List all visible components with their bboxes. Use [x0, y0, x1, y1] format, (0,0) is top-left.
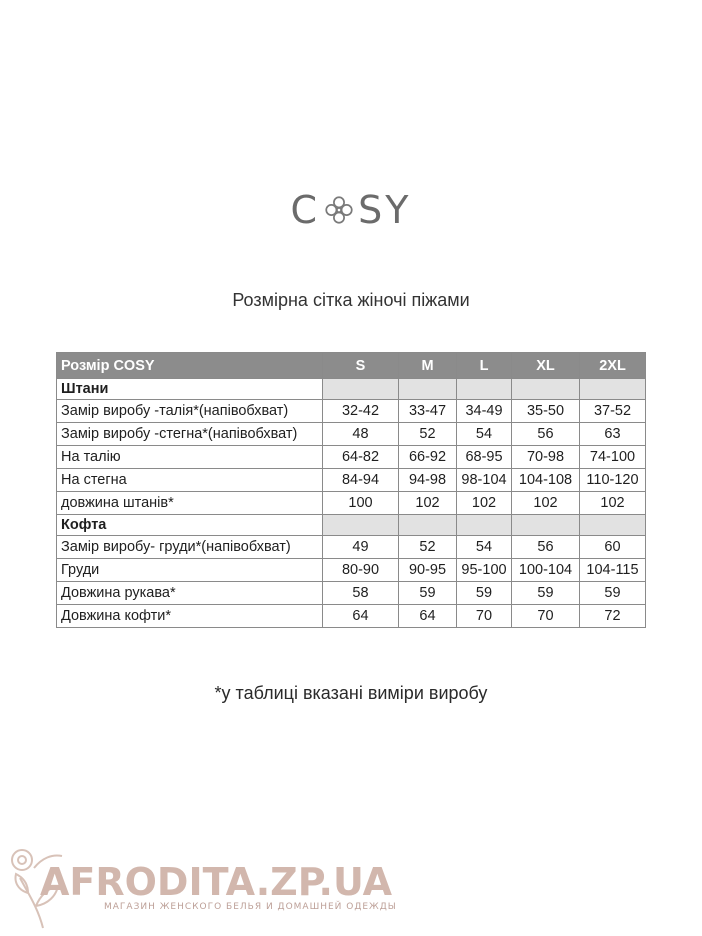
value-cell: 84-94 — [323, 469, 399, 492]
section-empty-cell — [457, 515, 512, 536]
size-chart-table — [56, 352, 646, 628]
table-row — [57, 423, 646, 446]
section-row — [57, 515, 646, 536]
table-header-row — [57, 353, 646, 379]
watermark-brand: AFRODITA.ZP.UA — [40, 860, 393, 904]
value-cell: 59 — [399, 582, 457, 605]
value-cell: 66-92 — [399, 446, 457, 469]
table-row — [57, 536, 646, 559]
value-cell: 34-49 — [457, 400, 512, 423]
table-row — [57, 400, 646, 423]
value-cell: 70 — [457, 605, 512, 628]
header-size-cell: 2XL — [580, 353, 646, 379]
section-title-cell: Штани — [57, 379, 323, 400]
row-label-cell: На талію — [57, 446, 323, 469]
value-cell: 52 — [399, 536, 457, 559]
header-size-cell: S — [323, 353, 399, 379]
value-cell: 59 — [512, 582, 580, 605]
value-cell: 102 — [512, 492, 580, 515]
value-cell: 48 — [323, 423, 399, 446]
section-title-cell: Кофта — [57, 515, 323, 536]
value-cell: 56 — [512, 536, 580, 559]
value-cell: 102 — [399, 492, 457, 515]
section-empty-cell — [512, 515, 580, 536]
value-cell: 80-90 — [323, 559, 399, 582]
watermark-tagline: МАГАЗИН ЖЕНСКОГО БЕЛЬЯ И ДОМАШНЕЙ ОДЕЖДЫ — [104, 902, 397, 912]
section-empty-cell — [399, 379, 457, 400]
section-empty-cell — [399, 515, 457, 536]
row-label-cell: Замір виробу -талія*(напівобхват) — [57, 400, 323, 423]
value-cell: 72 — [580, 605, 646, 628]
row-label-cell: Груди — [57, 559, 323, 582]
value-cell: 94-98 — [399, 469, 457, 492]
section-empty-cell — [580, 515, 646, 536]
row-label-cell: На стегна — [57, 469, 323, 492]
table-row — [57, 492, 646, 515]
header-size-cell: L — [457, 353, 512, 379]
value-cell: 59 — [457, 582, 512, 605]
value-cell: 60 — [580, 536, 646, 559]
value-cell: 37-52 — [580, 400, 646, 423]
table-row — [57, 605, 646, 628]
value-cell: 102 — [580, 492, 646, 515]
value-cell: 74-100 — [580, 446, 646, 469]
value-cell: 104-115 — [580, 559, 646, 582]
value-cell: 59 — [580, 582, 646, 605]
header-size-cell: XL — [512, 353, 580, 379]
value-cell: 64 — [323, 605, 399, 628]
page-title: Розмірна сітка жіночі піжами — [232, 290, 470, 310]
row-label-cell: довжина штанів* — [57, 492, 323, 515]
section-row — [57, 379, 646, 400]
table-row — [57, 559, 646, 582]
value-cell: 90-95 — [399, 559, 457, 582]
value-cell: 49 — [323, 536, 399, 559]
value-cell: 35-50 — [512, 400, 580, 423]
section-empty-cell — [323, 379, 399, 400]
value-cell: 58 — [323, 582, 399, 605]
value-cell: 70-98 — [512, 446, 580, 469]
value-cell: 33-47 — [399, 400, 457, 423]
section-empty-cell — [512, 379, 580, 400]
value-cell: 110-120 — [580, 469, 646, 492]
value-cell: 102 — [457, 492, 512, 515]
value-cell: 52 — [399, 423, 457, 446]
row-label-cell: Замір виробу -стегна*(напівобхват) — [57, 423, 323, 446]
table-row — [57, 582, 646, 605]
section-empty-cell — [457, 379, 512, 400]
row-label-cell: Довжина кофти* — [57, 605, 323, 628]
row-label-cell: Довжина рукава* — [57, 582, 323, 605]
brand-logo — [0, 188, 702, 232]
value-cell: 68-95 — [457, 446, 512, 469]
section-empty-cell — [323, 515, 399, 536]
value-cell: 95-100 — [457, 559, 512, 582]
value-cell: 100-104 — [512, 559, 580, 582]
logo-text-right: SY — [358, 188, 412, 232]
value-cell: 56 — [512, 423, 580, 446]
flower-icon — [322, 193, 356, 227]
value-cell: 54 — [457, 536, 512, 559]
value-cell: 104-108 — [512, 469, 580, 492]
table-row — [57, 469, 646, 492]
value-cell: 100 — [323, 492, 399, 515]
value-cell: 54 — [457, 423, 512, 446]
header-size-cell: M — [399, 353, 457, 379]
logo-text-left: C — [290, 188, 321, 232]
header-label-cell: Розмір COSY — [57, 353, 323, 379]
section-empty-cell — [580, 379, 646, 400]
table-row — [57, 446, 646, 469]
value-cell: 64-82 — [323, 446, 399, 469]
value-cell: 32-42 — [323, 400, 399, 423]
footnote: *у таблиці вказані виміри виробу — [214, 683, 488, 703]
value-cell: 98-104 — [457, 469, 512, 492]
value-cell: 70 — [512, 605, 580, 628]
value-cell: 64 — [399, 605, 457, 628]
value-cell: 63 — [580, 423, 646, 446]
row-label-cell: Замір виробу- груди*(напівобхват) — [57, 536, 323, 559]
